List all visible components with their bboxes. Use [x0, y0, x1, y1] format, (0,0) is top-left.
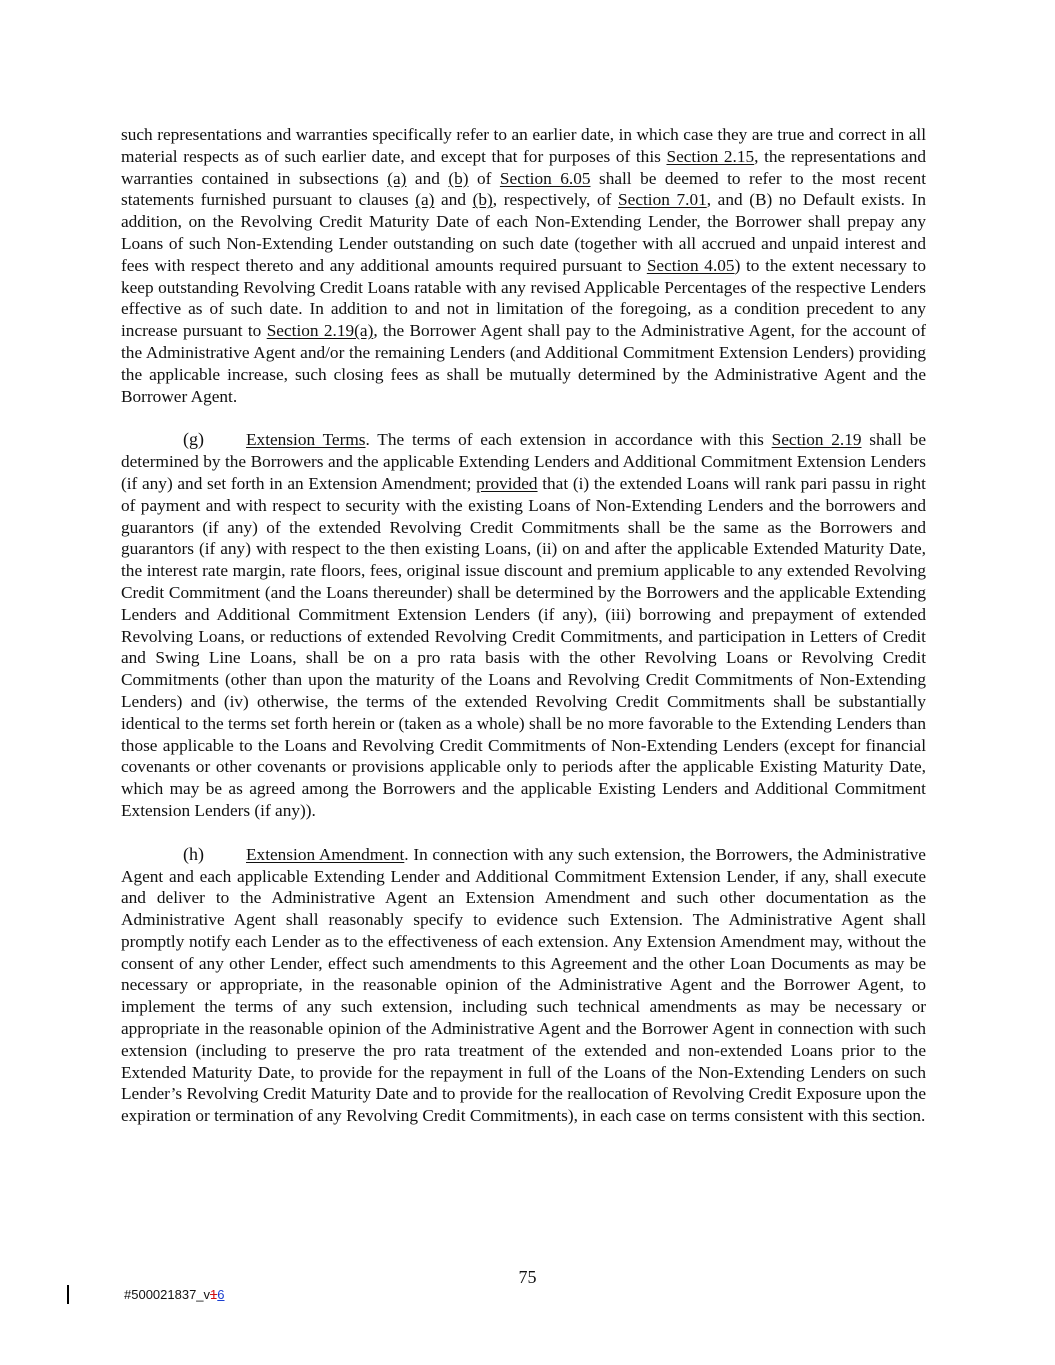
text-run: and [434, 190, 473, 210]
subsection-reference: (a) [387, 168, 407, 188]
paragraph-g [121, 429, 926, 821]
text-run: . The terms of each extension in accordance with this [365, 430, 772, 450]
clause-reference: (a) [415, 190, 435, 210]
clause-marker: (g) [183, 429, 204, 450]
text-run: shall be deemed to refer to the most recent statements furnished pursuant to clauses [121, 168, 926, 210]
text-run: , respectively, of [492, 190, 619, 210]
section-reference: Section 2.15 [666, 146, 755, 166]
text-run: , the Borrower Agent shall pay to the Administrative Agent, for the account of the Administrative Agent and/or the remaining Lenders (and Additional Commitment Extension Lenders) providing the applicable increase, such closing fees as shall be mutually determined by the Administrative Agent and the Borrower Agent. [121, 321, 926, 406]
proviso-term: provided [476, 473, 538, 493]
subsection-reference: (b) [448, 168, 469, 188]
section-reference: Section 2.19(a) [266, 321, 374, 341]
clause-reference: (b) [472, 190, 493, 210]
text-run: , and (B) no Default exists. In addition, on the Revolving Credit Maturity Date of each Non-Extending Lender, the Borrower shall prepay any Loans of such Non-Extending Lender outstanding on such date (together with all accrued and unpaid interest and fees with respect thereto and any additional amounts required pursuant to [121, 190, 926, 275]
text-run: that (i) the extended Loans will rank pari passu in right of payment and with respect to security with the existing Loans of Non-Extending Lenders and the borrowers and guarantors (if any) of the extended Revolving Credit Commitments shall be the same as the Borrowers and guarantors (if any) with respect to the then existing Loans, (ii) on and after the applicable Extended Maturity Date, the interest rate margin, rate floors, fees, original issue discount and premium applicable to any extended Revolving Credit Commitment (and the Loans thereunder) shall be determined by the Borrowers and the applicable Extending Lenders and Additional Commitment Extension Lenders (if any), (iii) borrowing and prepayment of extended Revolving Loans, or reductions of extended Revolving Credit Commitments, and participation in Letters of Credit and Swing Line Loans, shall be on a pro rata basis with the other Revolving Loans or Revolving Credit Commitments (other than upon the maturity of the Loans and Revolving Credit Commitments of Non-Extending Lenders) and (iv) otherwise, the terms of the extended Revolving Credit Commitments shall be substantially identical to the terms set forth herein or (taken as a whole) shall be no more favorable to the Extending Lenders than those applicable to the Loans and Revolving Credit Commitments of Non-Extending Lenders (except for financial covenants or other covenants or provisions applicable only to periods after the applicable Existing Maturity Date, which may be as agreed among the Borrowers and the applicable Existing Lenders and Additional Commitment Extension Lenders (if any)). [121, 473, 926, 820]
document-id-prefix: #500021837_v [124, 1287, 211, 1302]
clause-marker: (h) [183, 843, 204, 864]
clause-heading: Extension Amendment [246, 844, 405, 864]
clause-heading: Extension Terms [246, 430, 366, 450]
document-id [124, 1287, 225, 1302]
text-run: of [468, 168, 500, 188]
text-run: and [406, 168, 449, 188]
text-run: shall be determined by the Borrowers and the applicable Extending Lenders and Additional Commitment Extension Lenders (if any) and set forth in an Extension Amendment; [121, 430, 926, 493]
section-reference: Section 2.19 [771, 430, 862, 450]
paragraph-h [121, 844, 926, 1127]
text-run: such representations and warranties specifically refer to an earlier date, in which case they are true and correct in all material respects as of such earlier date, and except that for purposes of this [121, 125, 926, 166]
paragraph-f-continuation [121, 124, 926, 407]
text-run: ) to the extent necessary to keep outstanding Revolving Credit Loans ratable with any revised Applicable Percentages of the respective Lenders effective as of such date. In addition to and not in limitation of the foregoing, as a condition precedent to any increase pursuant to [121, 255, 926, 341]
text-run: , the representations and warranties contained in subsections [121, 146, 927, 188]
text-run: . In connection with any such extension, the Borrowers, the Administrative Agent and each applicable Extending Lender and Additional Commitment Extension Lender, if any, shall execute and deliver to the Administrative Agent an Extension Amendment and such other documentation as the Administrative Agent shall reasonably specify to evidence such Extension. The Administrative Agent shall promptly notify each Lender as to the effectiveness of each extension. Any Extension Amendment may, without the consent of any other Lender, effect such amendments to this Agreement and the other Loan Documents as may be necessary or appropriate, in the reasonable opinion of the Administrative Agent and the Borrower Agent, to implement the terms of any such extension, including such technical amendments as may be necessary or appropriate in the reasonable opinion of the Administrative Agent and the Borrower Agent in connection with such extension (including to preserve the pro rata treatment of the extended and non-extended Loans prior to the Extended Maturity Date, to provide for the repayment in full of the Loans of the Non-Extending Lenders on such Lender’s Revolving Credit Maturity Date and to provide for the reallocation of Revolving Credit Exposure upon the expiration or termination of any Revolving Credit Commitments), in each case on terms consistent with this section. [121, 844, 926, 1126]
document-body [121, 124, 926, 1127]
version-inserted: 6 [217, 1287, 225, 1302]
change-bar [67, 1285, 69, 1304]
section-reference: Section 6.05 [499, 168, 591, 188]
version-deleted: 1 [210, 1287, 218, 1302]
section-reference: Section 7.01 [618, 190, 707, 210]
section-reference: Section 4.05 [646, 255, 735, 275]
page-number: 75 [518, 1267, 537, 1287]
